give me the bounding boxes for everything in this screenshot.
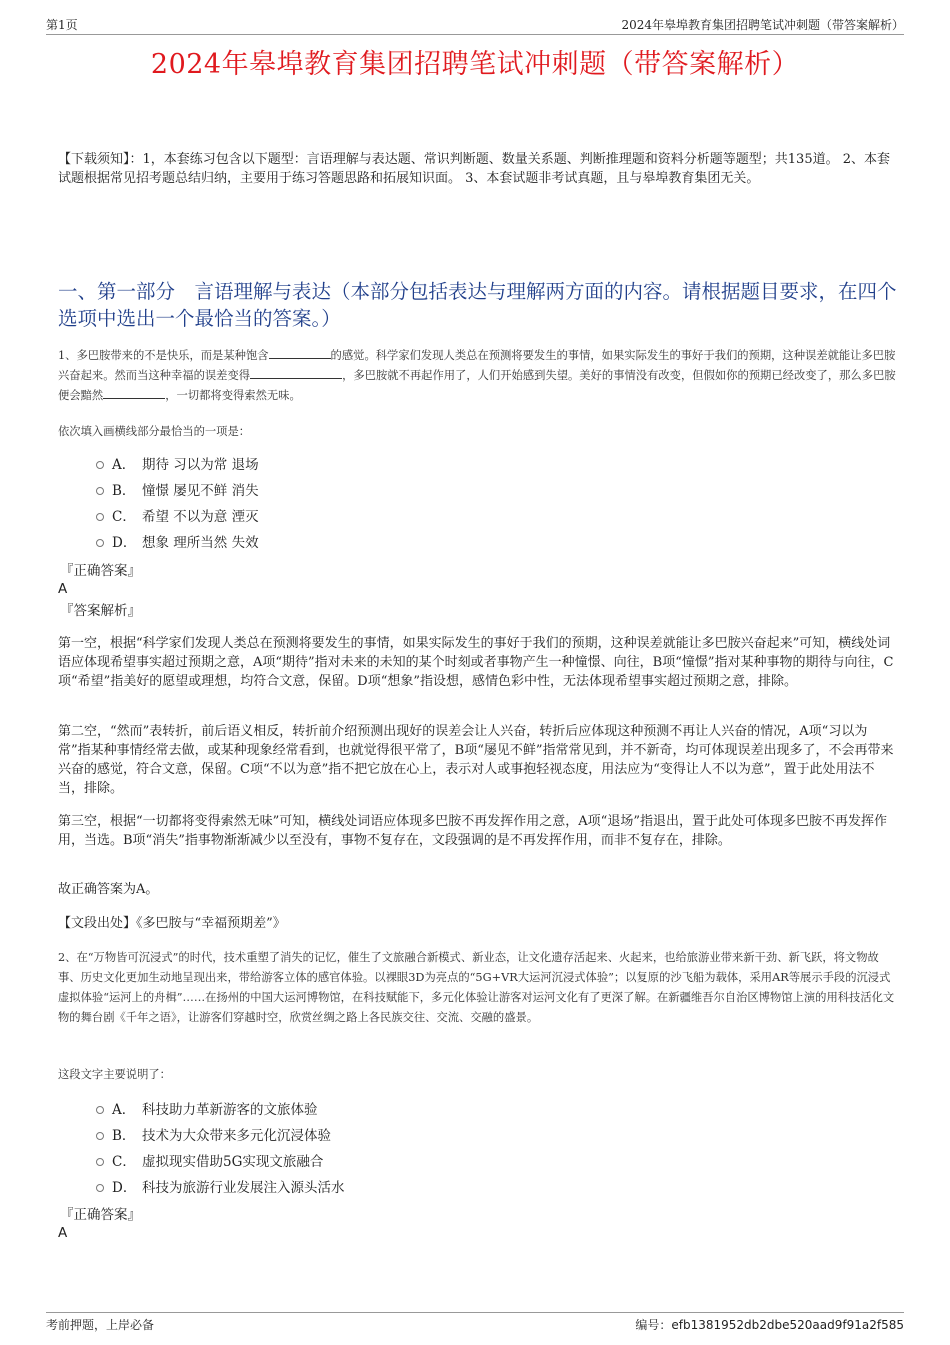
- header-doc-title: 2024年皋埠教育集团招聘笔试冲刺题（带答案解析）: [621, 18, 904, 32]
- download-notice: 【下载须知】：1，本套练习包含以下题型：言语理解与表达题、常识判断题、数量关系题、判断推理题和资料分析题等题型；共135道。 2、本套试题根据常见招考题总结归纳，主要用于练习答题思路和拓展知识面。 3、本套试题非考试真题，且与皋埠教育集团无关。: [58, 152, 890, 186]
- answer-label: 『正确答案』: [60, 1207, 141, 1223]
- answer-label: 『正确答案』: [60, 563, 141, 579]
- radio-icon[interactable]: [96, 1184, 104, 1192]
- page-footer: [46, 1312, 904, 1333]
- option-c[interactable]: C． 虚拟现实借助5G实现文旅融合: [96, 1149, 345, 1175]
- analysis-paragraph-3: 第三空，根据“一切都将变得索然无味”可知，横线处词语应体现多巴胺不再发挥作用之意，A项“退场”指退出，置于此处可体现多巴胺不再发挥作用，当选。B项“消失”指事物渐渐减少以至没有，事物不复存在，文段强调的是不再发挥作用，而非不复存在，排除。: [58, 814, 887, 848]
- option-b[interactable]: B． 技术为大众带来多元化沉浸体验: [96, 1123, 345, 1149]
- footer-code: 编号：efb1381952db2dbe520aad9f91a2f585: [635, 1318, 904, 1332]
- analysis-label: 『答案解析』: [60, 603, 141, 619]
- option-d[interactable]: D． 想象 理所当然 失效: [96, 530, 259, 556]
- radio-icon[interactable]: [96, 1132, 104, 1140]
- section-heading: 一、第一部分 言语理解与表达（本部分包括表达与理解两方面的内容。请根据题目要求，在四个选项中选出一个最恰当的答案。）: [58, 280, 897, 330]
- analysis-paragraph-2: 第二空，“然而”表转折，前后语义相反，转折前介绍预测出现好的误差会让人兴奋，转折后应体现这种预测不再让人兴奋的情况，A项“习以为常”指某种事情经常去做，或某种现象经常看到，也就觉得很平常了，B项“屡见不鲜”指常常见到，并不新奇，均可体现误差出现多了，不会再带来兴奋的感觉，符合文意，保留。C项“不以为意”指不把它放在心上，表示对人或事抱轻视态度，用法应为“变得让人不以为意”，置于此处用法不当，排除。: [58, 724, 894, 796]
- page-number: 第1页: [46, 18, 78, 32]
- question-2-stem: 2、在“万物皆可沉浸式”的时代，技术重塑了消失的记忆，催生了文旅融合新模式、新业态，让文化遗存活起来、火起来，也给旅游业带来新干劲、新飞跃，将文物故事、历史文化更加生动地呈现出来，带给游客立体的感官体验。以裸眼3D为亮点的“5G+VR大运河沉浸式体验”；以复原的沙飞船为载体，采用AR等展示手段的沉浸式虚拟体验“运河上的舟楫”……在扬州的中国大运河博物馆，在科技赋能下，多元化体验让游客对运河文化有了更深了解。在新疆维吾尔自治区博物馆上演的用科技活化文物的舞台剧《千年之语》，让游客们穿越时空，欣赏丝绸之路上各民族交往、交流、交融的盛景。: [58, 951, 895, 1024]
- answer-value: A: [58, 581, 68, 597]
- question-2-prompt: 这段文字主要说明了：: [58, 1068, 171, 1081]
- option-b[interactable]: B． 憧憬 屡见不鲜 消失: [96, 478, 259, 504]
- radio-icon[interactable]: [96, 539, 104, 547]
- page-header: [46, 14, 904, 35]
- question-1-options: [96, 452, 259, 556]
- fill-blank: [103, 386, 165, 399]
- radio-icon[interactable]: [96, 1158, 104, 1166]
- option-a[interactable]: A． 科技助力革新游客的文旅体验: [96, 1097, 345, 1123]
- radio-icon[interactable]: [96, 461, 104, 469]
- answer-value: A: [58, 1225, 68, 1241]
- analysis-paragraph-1: 第一空，根据“科学家们发现人类总在预测将要发生的事情，如果实际发生的事好于我们的预期，这种误差就能让多巴胺兴奋起来”可知，横线处词语应体现希望事实超过预期之意，A项“期待”指对未来的未知的某个时刻或者事物产生一种憧憬、向往，B项“憧憬”指对某种事物的期待与向往，C项“希望”指美好的愿望或理想，均符合文意，保留。D项“想象”指设想，感情色彩中性，无法体现希望事实超过预期之意，排除。: [58, 636, 894, 689]
- fill-blank: [269, 346, 331, 359]
- radio-icon[interactable]: [96, 1106, 104, 1114]
- radio-icon[interactable]: [96, 513, 104, 521]
- option-d[interactable]: D． 科技为旅游行业发展注入源头活水: [96, 1175, 345, 1201]
- option-c[interactable]: C． 希望 不以为意 湮灭: [96, 504, 259, 530]
- document-title: 2024年皋埠教育集团招聘笔试冲刺题（带答案解析）: [150, 49, 800, 80]
- footer-slogan: 考前押题，上岸必备: [46, 1318, 155, 1332]
- option-a[interactable]: A． 期待 习以为常 退场: [96, 452, 259, 478]
- radio-icon[interactable]: [96, 487, 104, 495]
- analysis-conclusion: 故正确答案为A。: [58, 882, 159, 897]
- fill-blank: [250, 366, 342, 379]
- question-1-prompt: 依次填入画横线部分最恰当的一项是：: [58, 425, 251, 438]
- source-citation: 【文段出处】《多巴胺与“幸福预期差”》: [58, 916, 286, 931]
- question-1-stem: 1、多巴胺带来的不是快乐，而是某种饱含 的感觉。科学家们发现人类总在预测将要发生的事情，如果实际发生的事好于我们的预期，这种误差就能让多巴胺兴奋起来。然而当这种幸福的误差变得 ，多巴胺就不再起作用了，人们开始感到失望。美好的事情没有改变，但假如你的预期已经改变了，那么多巴胺便会黯然 ，一切都将变得索然无味。: [58, 346, 898, 406]
- question-2-options: [96, 1097, 345, 1201]
